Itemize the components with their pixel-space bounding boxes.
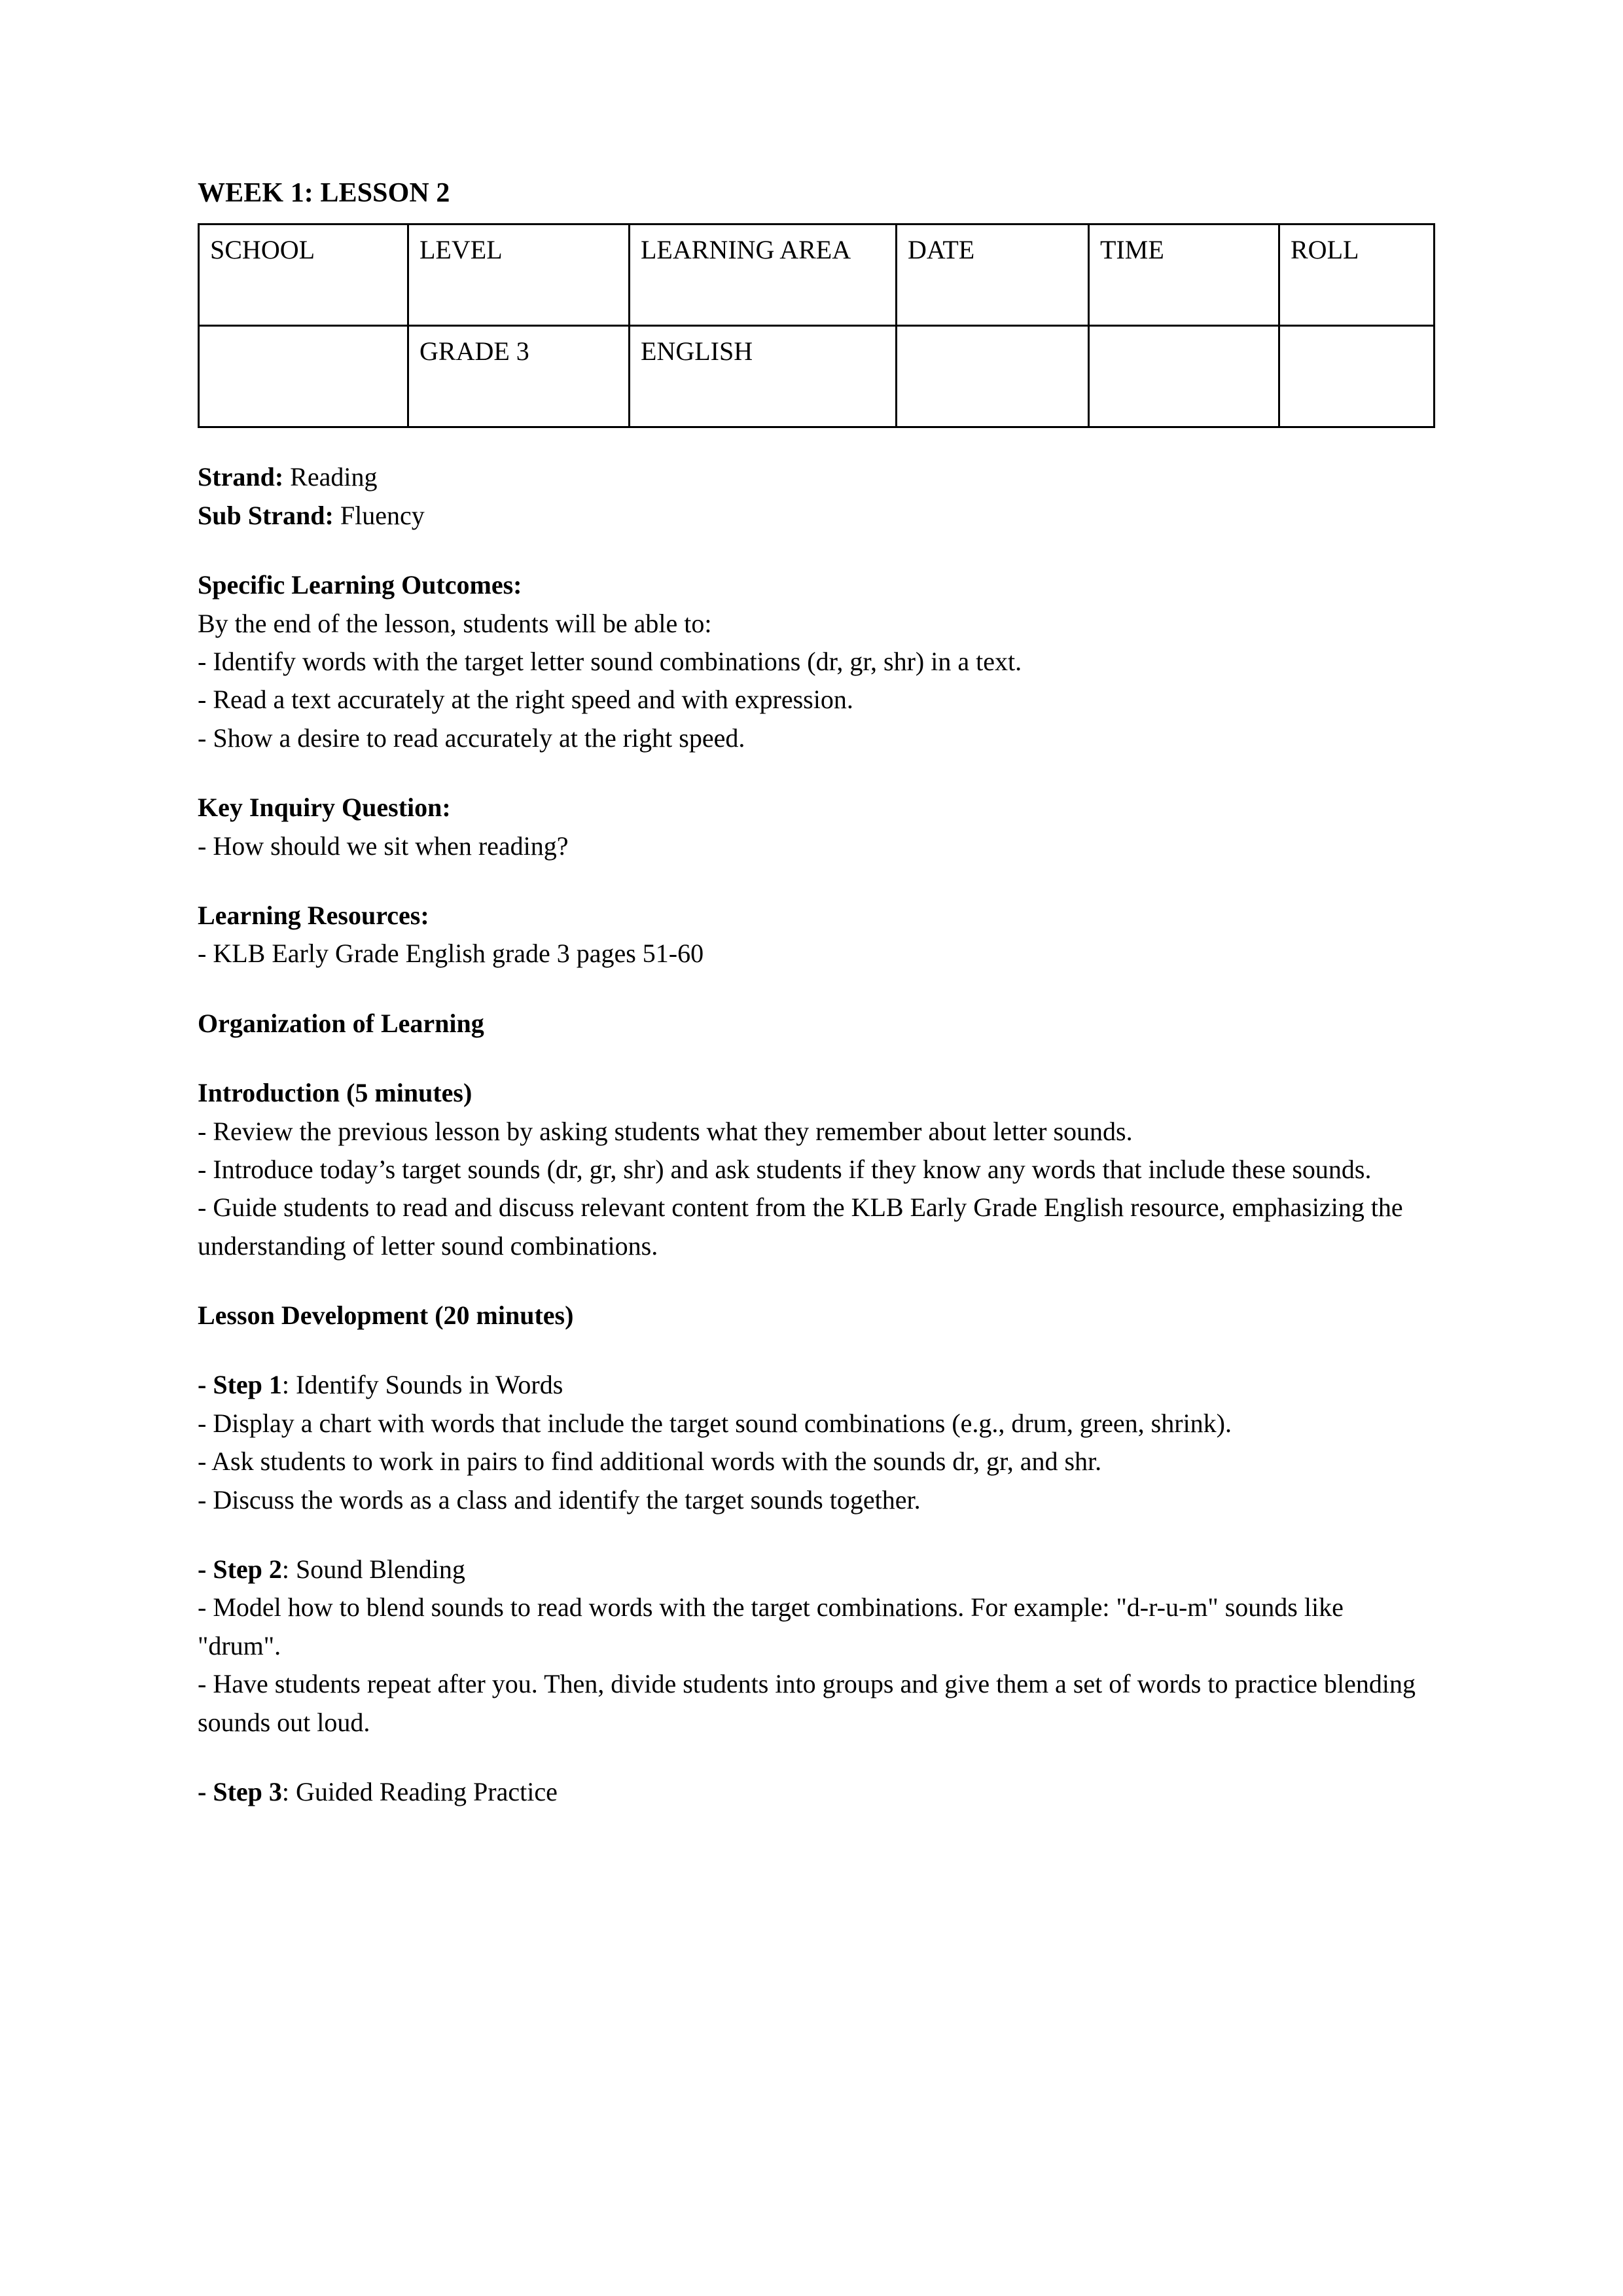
step-1-title: : Identify Sounds in Words [281,1370,563,1400]
list-item: - Identify words with the target letter sound combinations (dr, gr, shr) in a text. [198,647,1022,676]
key-inquiry-question-section [198,789,1427,865]
sub-strand-label: Sub Strand: [198,500,334,530]
list-item: - Have students repeat after you. Then, divide students into groups and give them a set of words to practice blending sounds out loud. [198,1669,1416,1737]
table-cell-date-value[interactable] [897,326,1089,427]
list-item: - Introduce today’s target sounds (dr, gr, shr) and ask students if they know any words that include these sounds. [198,1154,1372,1184]
key-inquiry-question-heading: Key Inquiry Question: [198,793,451,823]
step-3-title: : Guided Reading Practice [281,1776,558,1806]
organization-of-learning-heading: Organization of Learning [198,1008,484,1038]
lesson-info-table [198,223,1435,428]
list-item: - Model how to blend sounds to read words with the target combinations. For example: "d-r-u-m" sounds like "drum". [198,1592,1344,1660]
spacer [198,1519,1427,1551]
page-title: WEEK 1: LESSON 2 [198,178,450,208]
list-item: - How should we sit when reading? [198,831,569,861]
sub-strand-value: Fluency [333,500,425,530]
table-row [199,224,1435,326]
learning-resources-section [198,897,1427,973]
step-1-label: - Step 1 [198,1370,282,1400]
spacer [198,757,1427,789]
list-item: - KLB Early Grade English grade 3 pages 51-60 [198,939,704,969]
strand-line [198,458,1427,496]
table-cell-roll-value[interactable] [1279,326,1435,427]
list-item: - Discuss the words as a class and identify the target sounds together. [198,1484,921,1515]
list-item: - Guide students to read and discuss relevant content from the KLB Early Grade English resource, emphasizing the understanding of letter sound combinations. [198,1193,1403,1261]
specific-learning-outcomes-section [198,566,1427,757]
table-row [199,326,1435,427]
lesson-development-step-2 [198,1551,1427,1742]
table-header-roll: ROLL [1279,224,1435,326]
table-header-school: SCHOOL [199,224,408,326]
step-2-title: : Sound Blending [281,1554,465,1585]
introduction-section [198,1074,1427,1265]
spacer [198,1043,1427,1074]
table-cell-time-value[interactable] [1089,326,1279,427]
list-item: - Read a text accurately at the right speed and with expression. [198,685,853,715]
table-header-time: TIME [1089,224,1279,326]
specific-learning-outcomes-intro: By the end of the lesson, students will be able to: [198,608,712,638]
spacer [198,973,1427,1005]
list-item: - Ask students to work in pairs to find additional words with the sounds dr, gr, and shr. [198,1446,1102,1477]
spacer [198,1335,1427,1366]
table-cell-school-value[interactable] [199,326,408,427]
lesson-development-step-3 [198,1773,1427,1811]
table-header-level: LEVEL [408,224,630,326]
step-3-label: - Step 3 [198,1776,282,1806]
spacer [198,1742,1427,1773]
spacer [198,1265,1427,1297]
lesson-development-heading: Lesson Development (20 minutes) [198,1300,574,1331]
strand-value: Reading [283,462,378,492]
strand-label: Strand: [198,462,284,492]
lesson-development-step-1 [198,1366,1427,1519]
step-1-title-line [198,1366,1427,1404]
step-2-label: - Step 2 [198,1554,282,1585]
table-header-learning-area: LEARNING AREA [630,224,897,326]
spacer [198,535,1427,566]
spacer [198,865,1427,897]
table-cell-level-value[interactable]: GRADE 3 [408,326,630,427]
introduction-heading: Introduction (5 minutes) [198,1078,473,1108]
step-2-title-line [198,1551,1427,1588]
step-3-title-line [198,1773,1427,1811]
learning-resources-heading: Learning Resources: [198,900,429,930]
list-item: - Show a desire to read accurately at the right speed. [198,723,745,753]
table-cell-learning-area-value[interactable]: ENGLISH [630,326,897,427]
specific-learning-outcomes-heading: Specific Learning Outcomes: [198,570,522,600]
list-item: - Display a chart with words that include the target sound combinations (e.g., drum, green, shrink). [198,1408,1232,1438]
sub-strand-line [198,497,1427,535]
list-item: - Review the previous lesson by asking students what they remember about letter sounds. [198,1116,1133,1146]
table-header-date: DATE [897,224,1089,326]
lesson-body [198,458,1427,1811]
